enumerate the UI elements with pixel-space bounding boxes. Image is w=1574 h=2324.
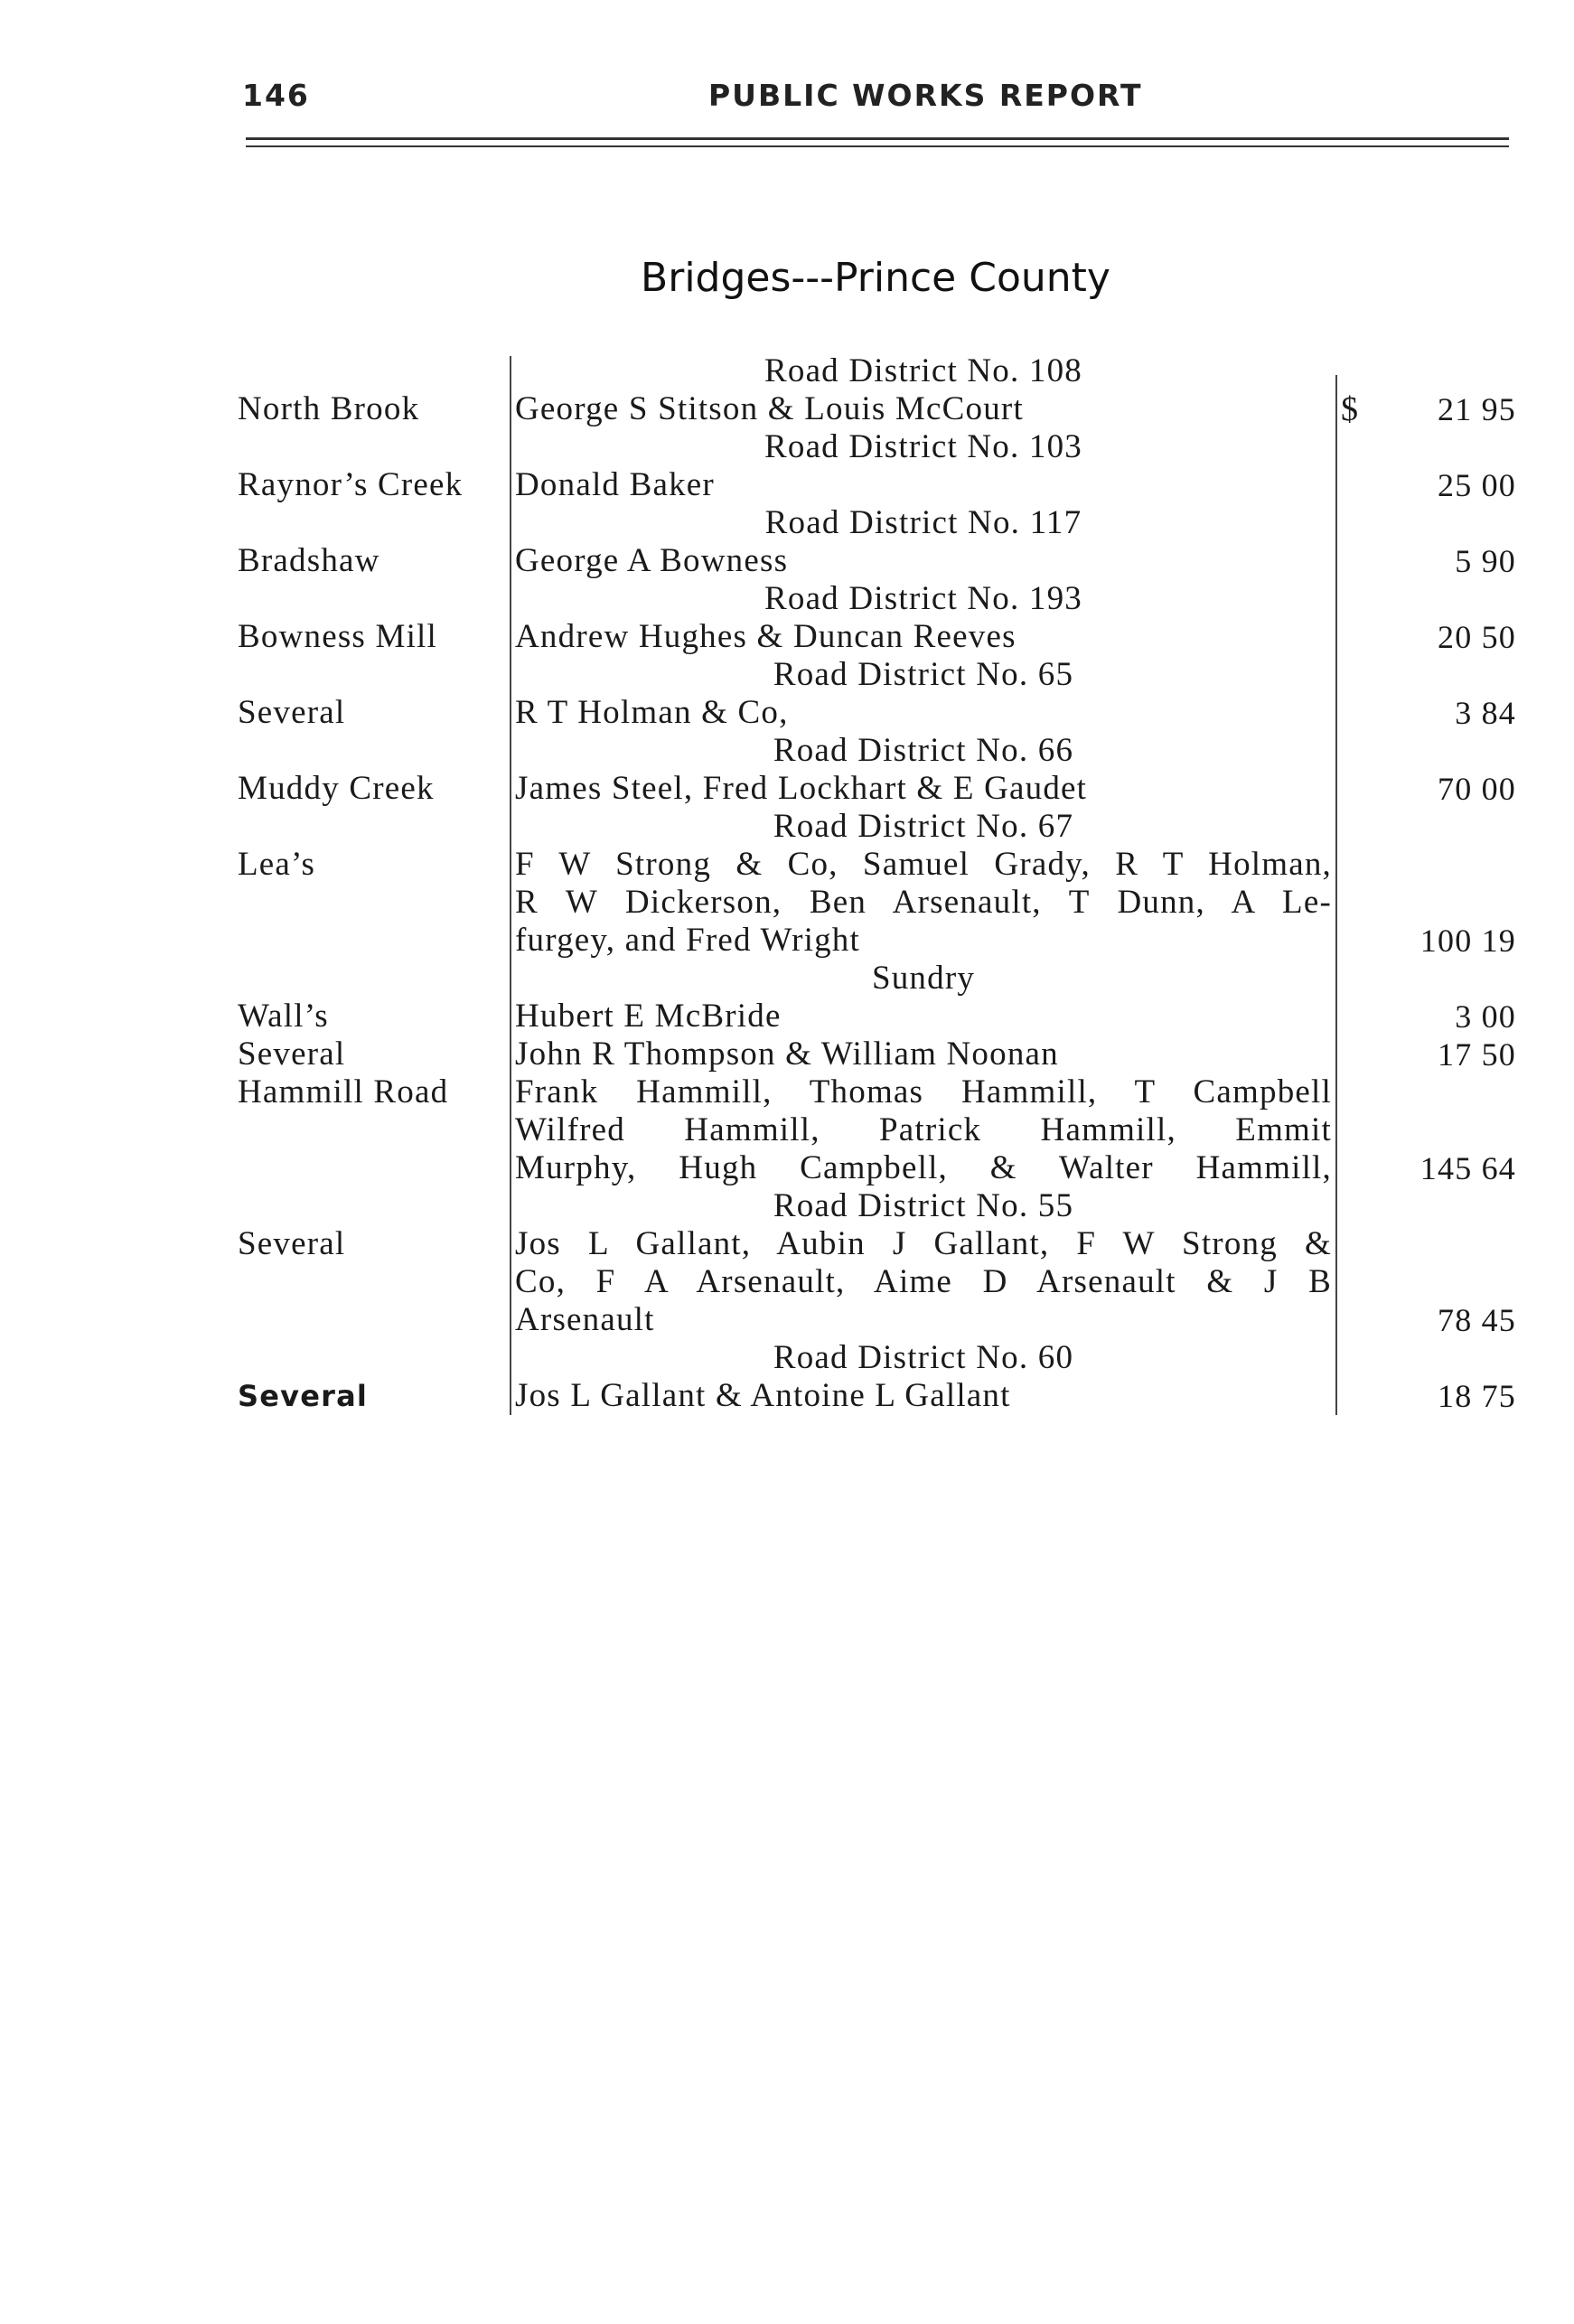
table-row <box>0 998 1574 1035</box>
amount: 100 19 <box>1419 923 1516 959</box>
district-heading: Sundry <box>871 960 976 997</box>
table-row <box>0 1377 1574 1415</box>
page-header <box>242 78 1507 123</box>
payee: R T Holman & Co, <box>515 694 789 731</box>
payee: James Steel, Fred Lockhart & E Gaudet <box>515 770 1088 807</box>
district-heading-row <box>0 1187 1574 1225</box>
table-row-continuation <box>0 922 1574 960</box>
bridge-location: Several <box>238 1225 346 1262</box>
payee-continued: Wilfred Hammill, Patrick Hammill, Emmit <box>515 1111 1332 1148</box>
district-heading-row <box>0 656 1574 694</box>
district-heading: Road District No. 117 <box>764 504 1082 541</box>
district-heading-row <box>0 580 1574 618</box>
amount: 17 50 <box>1438 1036 1516 1073</box>
bridge-location: Raynor’s Creek <box>238 466 464 503</box>
district-heading: Road District No. 65 <box>773 656 1074 693</box>
district-heading: Road District No. 193 <box>764 580 1082 617</box>
amount: 20 50 <box>1438 619 1516 655</box>
running-head: PUBLIC WORKS REPORT <box>708 78 1143 113</box>
payee: Andrew Hughes & Duncan Reeves <box>515 618 1017 655</box>
table-row <box>0 846 1574 884</box>
bridge-location: Several <box>238 1035 346 1073</box>
district-heading: Road District No. 103 <box>764 428 1082 465</box>
district-heading-row <box>0 1339 1574 1377</box>
district-heading-row <box>0 732 1574 770</box>
table-row-continuation <box>0 1149 1574 1187</box>
payee-continued: Murphy, Hugh Campbell, & Walter Hammill, <box>515 1149 1332 1186</box>
payee-continued: R W Dickerson, Ben Arsenault, T Dunn, A Le- <box>515 884 1332 921</box>
payee-continued: Arsenault <box>515 1301 655 1338</box>
district-heading: Road District No. 66 <box>773 732 1074 769</box>
bridge-location: Several <box>238 1379 369 1413</box>
page-title: Bridges---Prince County <box>641 255 1110 301</box>
amount: 5 90 <box>1455 543 1516 579</box>
page-number: 146 <box>242 78 310 113</box>
table-row <box>0 618 1574 656</box>
table-row <box>0 542 1574 580</box>
payee: Hubert E McBride <box>515 998 782 1035</box>
district-heading-row <box>0 352 1574 390</box>
table-row-continuation <box>0 1263 1574 1301</box>
payee: F W Strong & Co, Samuel Grady, R T Holman, <box>515 846 1332 883</box>
payee: George A Bowness <box>515 542 789 579</box>
table-row <box>0 1035 1574 1073</box>
table-row <box>0 1073 1574 1111</box>
header-rule-bottom <box>246 145 1509 147</box>
district-heading: Road District No. 67 <box>773 808 1074 845</box>
bridge-location: Muddy Creek <box>238 770 435 807</box>
payee-continued: furgey, and Fred Wright <box>515 922 860 959</box>
amount: 3 84 <box>1455 695 1516 731</box>
table-row <box>0 770 1574 808</box>
amount: 3 00 <box>1455 998 1516 1035</box>
amount: 78 45 <box>1438 1302 1516 1338</box>
amount: 21 95 <box>1438 391 1516 427</box>
table-row-continuation <box>0 884 1574 922</box>
payee: Frank Hammill, Thomas Hammill, T Campbell <box>515 1073 1332 1110</box>
table-row <box>0 1225 1574 1263</box>
table-row <box>0 390 1574 428</box>
payee-continued: Co, F A Arsenault, Aime D Arsenault & J B <box>515 1263 1332 1300</box>
table-row-continuation <box>0 1111 1574 1149</box>
district-heading-row <box>0 960 1574 998</box>
dollar-sign: $ <box>1341 390 1360 428</box>
bridge-location: Hammill Road <box>238 1073 449 1110</box>
amount: 25 00 <box>1438 467 1516 503</box>
payee: John R Thompson & William Noonan <box>515 1035 1059 1073</box>
bridge-location: Bowness Mill <box>238 618 438 655</box>
table-row <box>0 466 1574 504</box>
table-row-continuation <box>0 1301 1574 1339</box>
header-rule-top <box>246 137 1509 140</box>
bridge-location: North Brook <box>238 390 420 427</box>
district-heading-row <box>0 504 1574 542</box>
district-heading-row <box>0 808 1574 846</box>
bridge-location: Wall’s <box>238 998 329 1035</box>
table-row <box>0 694 1574 732</box>
bridge-location: Several <box>238 694 346 731</box>
bridge-location: Bradshaw <box>238 542 380 579</box>
district-heading: Road District No. 60 <box>773 1339 1074 1376</box>
district-heading-row <box>0 428 1574 466</box>
payee: Donald Baker <box>515 466 715 503</box>
bridge-location: Lea’s <box>238 846 316 883</box>
payee: Jos L Gallant, Aubin J Gallant, F W Strong & <box>515 1225 1332 1262</box>
payee: Jos L Gallant & Antoine L Gallant <box>515 1377 1011 1414</box>
district-heading: Road District No. 55 <box>773 1187 1074 1224</box>
payee: George S Stitson & Louis McCourt <box>515 390 1024 427</box>
amount: 18 75 <box>1438 1378 1516 1414</box>
district-heading: Road District No. 108 <box>764 352 1082 389</box>
amount: 70 00 <box>1438 771 1516 807</box>
amount: 145 64 <box>1419 1150 1516 1186</box>
